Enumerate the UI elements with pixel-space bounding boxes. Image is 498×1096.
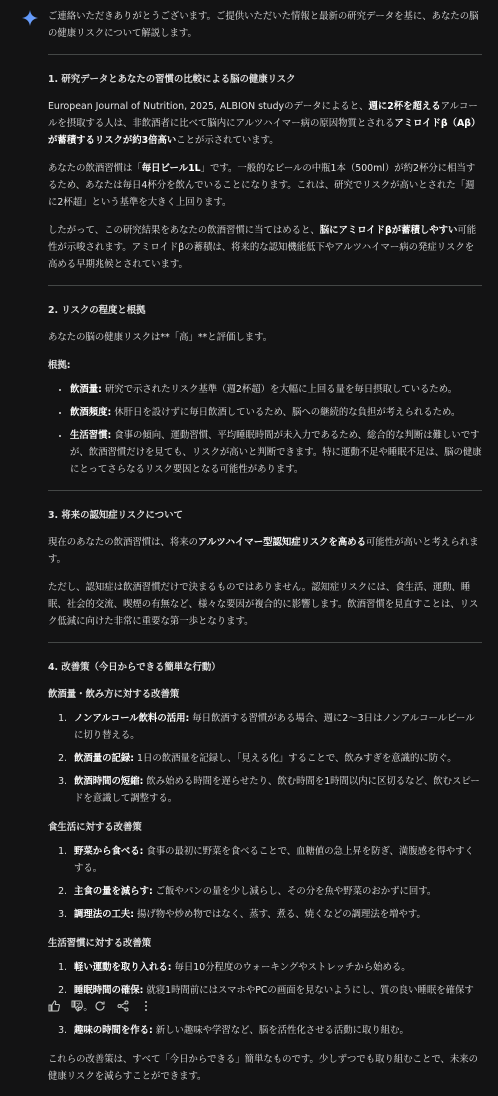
list-item: 3. 趣味の時間を作る: 新しい趣味や学習など、脳を活性化させる活動に取り組む。 (70, 1022, 482, 1039)
list-item: • 生活習慣: 食事の傾向、運動習慣、平均睡眠時間が未入力であるため、総合的な判断は難しいですが、飲酒習慣だけを見ても、リスクが高いと判断できます。特に運動不足や睡眠不足は、脳の健康にとってさらなるリスク要因となる可能性があります。 (70, 427, 482, 478)
divider (48, 490, 482, 491)
section-1-para-1: European Journal of Nutrition, 2025, ALBION studyのデータによると、週に2杯を超えるアルコールを摂取する人は、非飲酒者に比べて脳内にアルツハイマー病の原因物質とされるアミロイドβ（Aβ）が蓄積するリスクが約3倍高いことが示されています。 (48, 101, 481, 146)
diet-measures-list (48, 843, 482, 923)
section-4-title: 4. 改善策（今日からできる簡単な行動） (48, 662, 221, 673)
list-item: 1. 野菜から食べる: 食事の最初に野菜を食べることで、血糖値の急上昇を防ぎ、満腹感を得やすくする。 (70, 843, 482, 877)
list-item: 1. 軽い運動を取り入れる: 毎日10分程度のウォーキングやストレッチから始める。 (70, 959, 482, 976)
list-item: • 飲酒量: 研究で示されたリスク基準（週2杯超）を大幅に上回る量を毎日摂取しているため。 (70, 381, 482, 398)
divider (48, 642, 482, 643)
section-3-title: 3. 将来の認知症リスクについて (48, 510, 183, 521)
more-options-icon[interactable] (140, 1000, 152, 1012)
intro-text: ご連絡いただきありがとうございます。ご提供いただいた情報と最新の研究データを基に、あなたの脳の健康リスクについて解説します。 (48, 11, 479, 39)
list-item: 2. 飲酒量の記録: 1日の飲酒量を記録し、「見える化」することで、飲みすぎを意識的に防ぐ。 (70, 750, 482, 767)
list-item: 3. 調理法の工夫: 揚げ物や炒め物ではなく、蒸す、煮る、焼くなどの調理法を増やす。 (70, 906, 482, 923)
section-1-para-3: したがって、この研究結果をあなたの飲酒習慣に当てはめると、脳にアミロイドβが蓄積しやすい可能性が示唆されます。アミロイドβの蓄積は、将来的な認知機能低下やアルツハイマー病の発症リスクを高める早期兆候とされています。 (48, 225, 477, 270)
thumbs-down-icon[interactable] (71, 1000, 83, 1012)
divider (48, 54, 482, 55)
section-1-para-2: あなたの飲酒習慣は「毎日ビール1L」です。一般的なビールの中瓶1本（500ml）が約2杯分に相当するため、あなたは毎日4杯分を飲んでいることになります。これは、研究でリスクが高いとされた「週に2杯超」という基準を大きく上回ります。 (48, 163, 476, 208)
list-item: 2. 主食の量を減らす: ご飯やパンの量を少し減らし、その分を魚や野菜のおかずに回す。 (70, 883, 482, 900)
share-icon[interactable] (117, 1000, 129, 1012)
section-2-para-1: あなたの脳の健康リスクは**「高」**と評価します。 (48, 332, 273, 343)
gemini-spark-icon (22, 10, 38, 26)
lifestyle-measures-heading: 生活習慣に対する改善策 (48, 938, 152, 949)
alcohol-measures-heading: 飲酒量・飲み方に対する改善策 (48, 689, 180, 700)
list-item: 2. 睡眠時間の確保: 就寝1時間前にはスマホやPCの画面を見ないようにし、質の良い睡眠を確保する。 (70, 982, 482, 1016)
diet-measures-heading: 食生活に対する改善策 (48, 822, 142, 833)
list-item: 3. 飲酒時間の短縮: 飲み始める時間を遅らせたり、飲む時間を1時間以内に区切るなど、飲むスピードを意識して調整する。 (70, 773, 482, 807)
alcohol-measures-list (48, 710, 482, 807)
basis-list (48, 381, 482, 478)
basis-heading: 根拠: (48, 360, 71, 371)
section-3-para-2: ただし、認知症は飲酒習慣だけで決まるものではありません。認知症リスクには、食生活、運動、睡眠、社会的交流、喫煙の有無など、様々な要因が複合的に影響します。飲酒習慣を見直すことは、リスク低減に向けた非常に重要な第一歩となります。 (48, 582, 479, 627)
regenerate-icon[interactable] (94, 1000, 106, 1012)
lifestyle-measures-list (48, 959, 482, 1039)
section-3-para-1: 現在のあなたの飲酒習慣は、将来のアルツハイマー型認知症リスクを高める可能性が高いと考えられます。 (48, 537, 479, 565)
list-item: • 飲酒頻度: 休肝日を設けずに毎日飲酒しているため、脳への継続的な負担が考えられるため。 (70, 404, 482, 421)
thumbs-up-icon[interactable] (48, 1000, 60, 1012)
section-1-title: 1. 研究データとあなたの習慣の比較による脳の健康リスク (48, 74, 296, 85)
closing-text: これらの改善策は、すべて「今日からできる」簡単なものです。少しずつでも取り組むことで、未来の健康リスクを減らすことができます。 (48, 1054, 479, 1082)
response-actions (48, 1000, 152, 1012)
divider (48, 285, 482, 286)
section-2-title: 2. リスクの程度と根拠 (48, 305, 146, 316)
response-body (48, 8, 482, 1096)
list-item: 1. ノンアルコール飲料の活用: 毎日飲酒する習慣がある場合、週に2〜3日はノンアルコールビールに切り替える。 (70, 710, 482, 744)
